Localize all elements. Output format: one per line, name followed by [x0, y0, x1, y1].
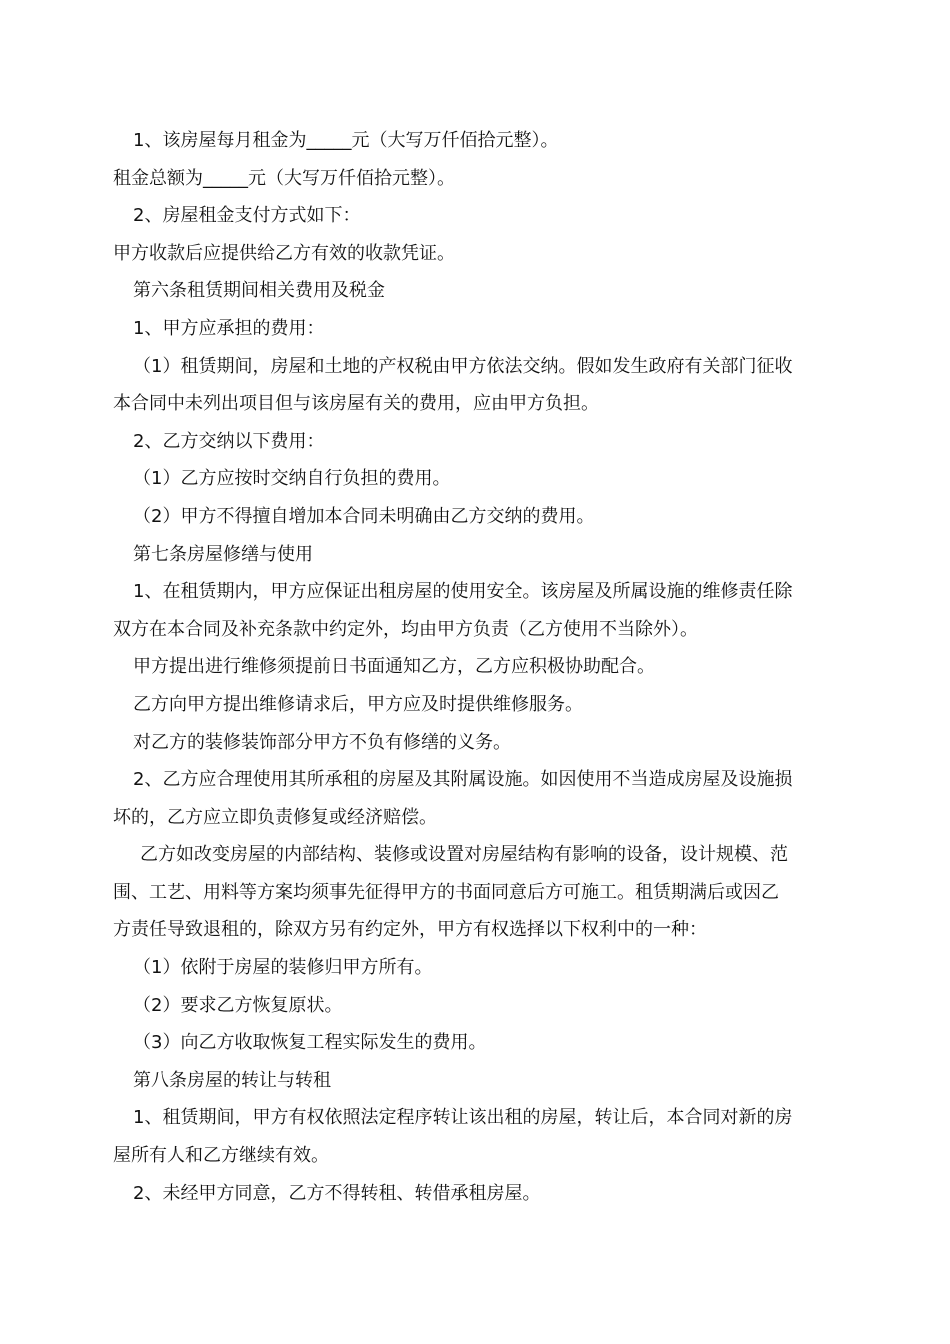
text-line: 双方在本合同及补充条款中约定外，均由甲方负责（乙方使用不当除外）。: [113, 618, 698, 640]
text-line: 甲方提出进行维修须提前日书面通知乙方，乙方应积极协助配合。: [133, 656, 655, 678]
text-line: 本合同中未列出项目但与该房屋有关的费用，应由甲方负担。: [113, 393, 599, 415]
text-line: 1、甲方应承担的费用：: [133, 317, 325, 339]
text-line: 2、未经甲方同意，乙方不得转租、转借承租房屋。: [133, 1182, 541, 1204]
text-line: （2）甲方不得擅自增加本合同未明确由乙方交纳的费用。: [133, 505, 595, 527]
text-line: 第六条租赁期间相关费用及税金: [133, 280, 385, 302]
text-line: 屋所有人和乙方继续有效。: [113, 1145, 329, 1167]
text-line: 第七条房屋修缮与使用: [133, 543, 313, 565]
text-line: （1）依附于房屋的装修归甲方所有。: [133, 957, 433, 979]
text-line: 对乙方的装修装饰部分甲方不负有修缮的义务。: [133, 731, 511, 753]
text-line: 1、租赁期间，甲方有权依照法定程序转让该出租的房屋，转让后，本合同对新的房: [133, 1107, 793, 1129]
text-line: （2）要求乙方恢复原状。: [133, 994, 343, 1016]
text-line: 坏的，乙方应立即负责修复或经济赔偿。: [113, 806, 437, 828]
text-line: 甲方收款后应提供给乙方有效的收款凭证。: [113, 242, 455, 264]
text-line: 租金总额为_____元（大写万仟佰拾元整）。: [113, 167, 455, 189]
text-line: 2、乙方应合理使用其所承租的房屋及其附属设施。如因使用不当造成房屋及设施损: [133, 769, 793, 791]
text-line: 1、该房屋每月租金为_____元（大写万仟佰拾元整）。: [133, 130, 559, 151]
text-line: 2、乙方交纳以下费用：: [133, 430, 325, 452]
text-line: 乙方向甲方提出维修请求后，甲方应及时提供维修服务。: [133, 693, 583, 715]
text-line: （1）租赁期间，房屋和土地的产权税由甲方依法交纳。假如发生政府有关部门征收: [133, 355, 793, 377]
text-line: （1）乙方应按时交纳自行负担的费用。: [133, 468, 451, 490]
text-line: 1、在租赁期内，甲方应保证出租房屋的使用安全。该房屋及所属设施的维修责任除: [133, 581, 793, 603]
text-line: 2、房屋租金支付方式如下：: [133, 205, 361, 227]
document-body: [113, 122, 838, 1212]
text-line: 乙方如改变房屋的内部结构、装修或设置对房屋结构有影响的设备，设计规模、范: [140, 844, 788, 866]
text-line: 第八条房屋的转让与转租: [133, 1069, 331, 1091]
text-line: （3）向乙方收取恢复工程实际发生的费用。: [133, 1032, 487, 1054]
text-line: 围、工艺、用料等方案均须事先征得甲方的书面同意后方可施工。租赁期满后或因乙: [113, 881, 779, 903]
text-line: 方责任导致退租的，除双方另有约定外，甲方有权选择以下权利中的一种：: [113, 919, 707, 941]
